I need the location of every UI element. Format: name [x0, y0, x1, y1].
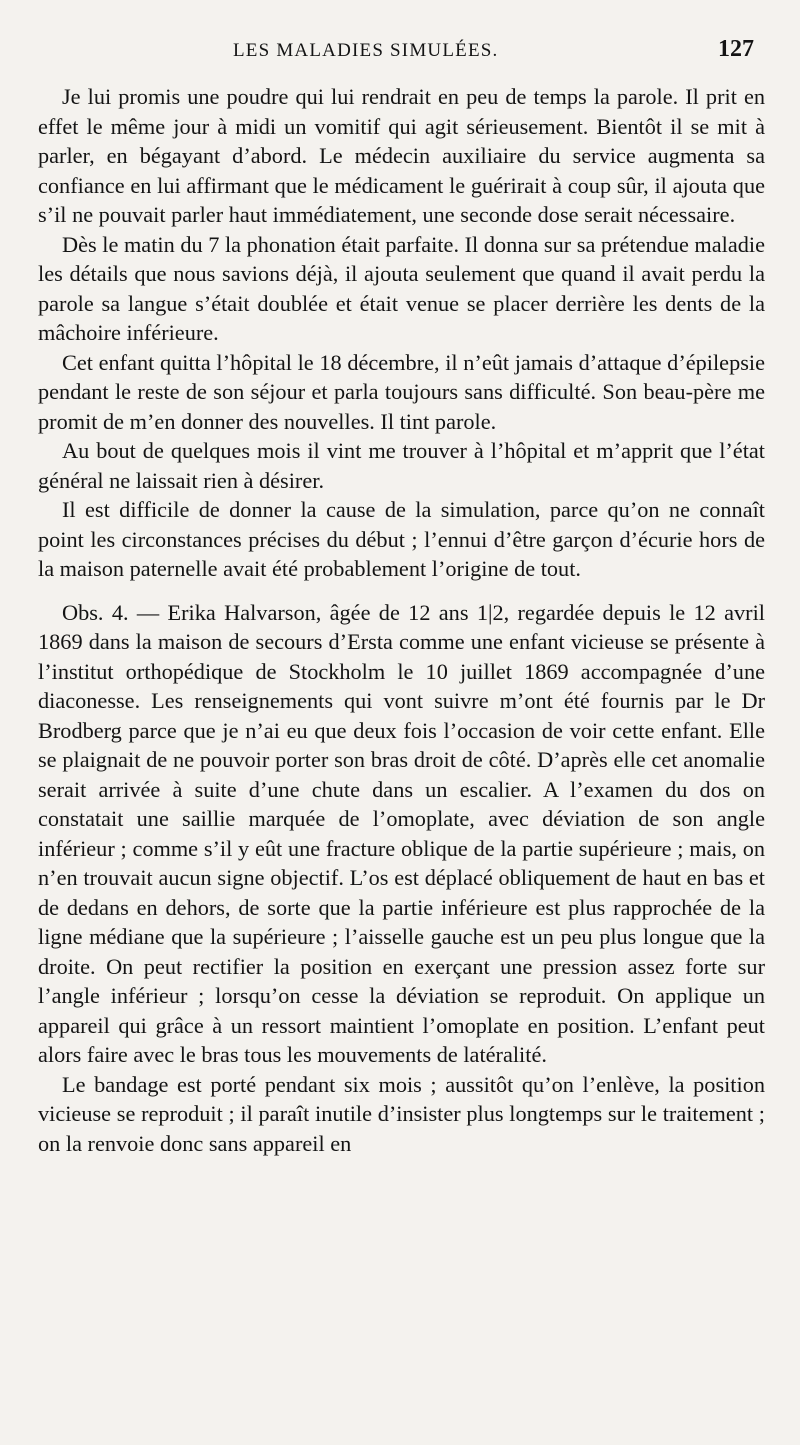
observation-paragraph: Obs. 4. — Erika Halvarson, âgée de 12 ans 1|2, regardée depuis le 12 avril 1869 dans la maison de secours d’Ersta comme une enfant vicieuse se présente à l’institut orthopédique de Stockholm le 10 juillet 1869 accompagnée d’une diaconesse. Les renseignements qui vont suivre m’ont été fournis par le Dr Brodberg parce que je n’ai eu que deux fois l’occasion de voir cette enfant. Elle se plaignait de ne pouvoir porter son bras droit de côté. D’après elle cet anomalie serait arrivée à suite d’une chute dans un escalier. A l’examen du dos on constatait une saillie marquée de l’omoplate, avec déviation de son angle inférieur ; comme s’il y eût une fracture oblique de la partie supérieure ; mais, on n’en trouvait aucun signe objectif. L’os est déplacé obliquement de haut en bas et de dedans en dehors, de sorte que la partie inférieure est plus rapprochée de la ligne médiane que la supérieure ; l’aisselle gauche est un peu plus longue que la droite. On peut rectifier la position en exerçant une pression assez forte sur l’angle inférieur ; lorsqu’on cesse la déviation se reproduit. On applique un appareil qui grâce à un ressort maintient l’omoplate en position. L’enfant peut alors faire avec le bras tous les mouvements de latéralité.	[38, 599, 765, 1067]
page-number: 127	[718, 36, 754, 62]
paragraph: Je lui promis une poudre qui lui rendrait en peu de temps la parole. Il prit en effet le même jour à midi un vomitif qui agit sérieusement. Bientôt il se mit à parler, en bégayant d’abord. Le médecin auxiliaire du service augmenta sa confiance en lui affirmant que le médicament le guérirait à coup sûr, il ajouta que s’il ne pouvait parler haut immédiatement, une seconde dose serait nécessaire.	[38, 84, 765, 227]
body-text	[38, 82, 765, 1158]
paragraph: Cet enfant quitta l’hôpital le 18 décembre, il n’eût jamais d’attaque d’épilepsie pendant le reste de son séjour et parla toujours sans difficulté. Son beau-père me promit de m’en donner des nouvelles. Il tint parole.	[38, 349, 765, 434]
running-title: LES MALADIES SIMULÉES.	[233, 40, 499, 61]
paragraph: Au bout de quelques mois il vint me trouver à l’hôpital et m’apprit que l’état général ne laissait rien à désirer.	[38, 438, 765, 493]
page-header	[38, 34, 754, 70]
paragraph: Dès le matin du 7 la phonation était parfaite. Il donna sur sa prétendue maladie les détails que nous savions déjà, il ajouta seulement que quand il avait perdu la parole sa langue s’était doublée et était venue se placer derrière les dents de la mâchoire inférieure.	[38, 231, 765, 345]
paragraph: Le bandage est porté pendant six mois ; aussitôt qu’on l’enlève, la position vicieuse se reproduit ; il paraît inutile d’insister plus longtemps sur le traitement ; on la renvoie donc sans appareil en	[38, 1071, 765, 1156]
paragraph: Il est difficile de donner la cause de la simulation, parce qu’on ne connaît point les circonstances précises du début ; l’ennui d’être garçon d’écurie hors de la maison paternelle avait été probablement l’origine de tout.	[38, 497, 765, 581]
